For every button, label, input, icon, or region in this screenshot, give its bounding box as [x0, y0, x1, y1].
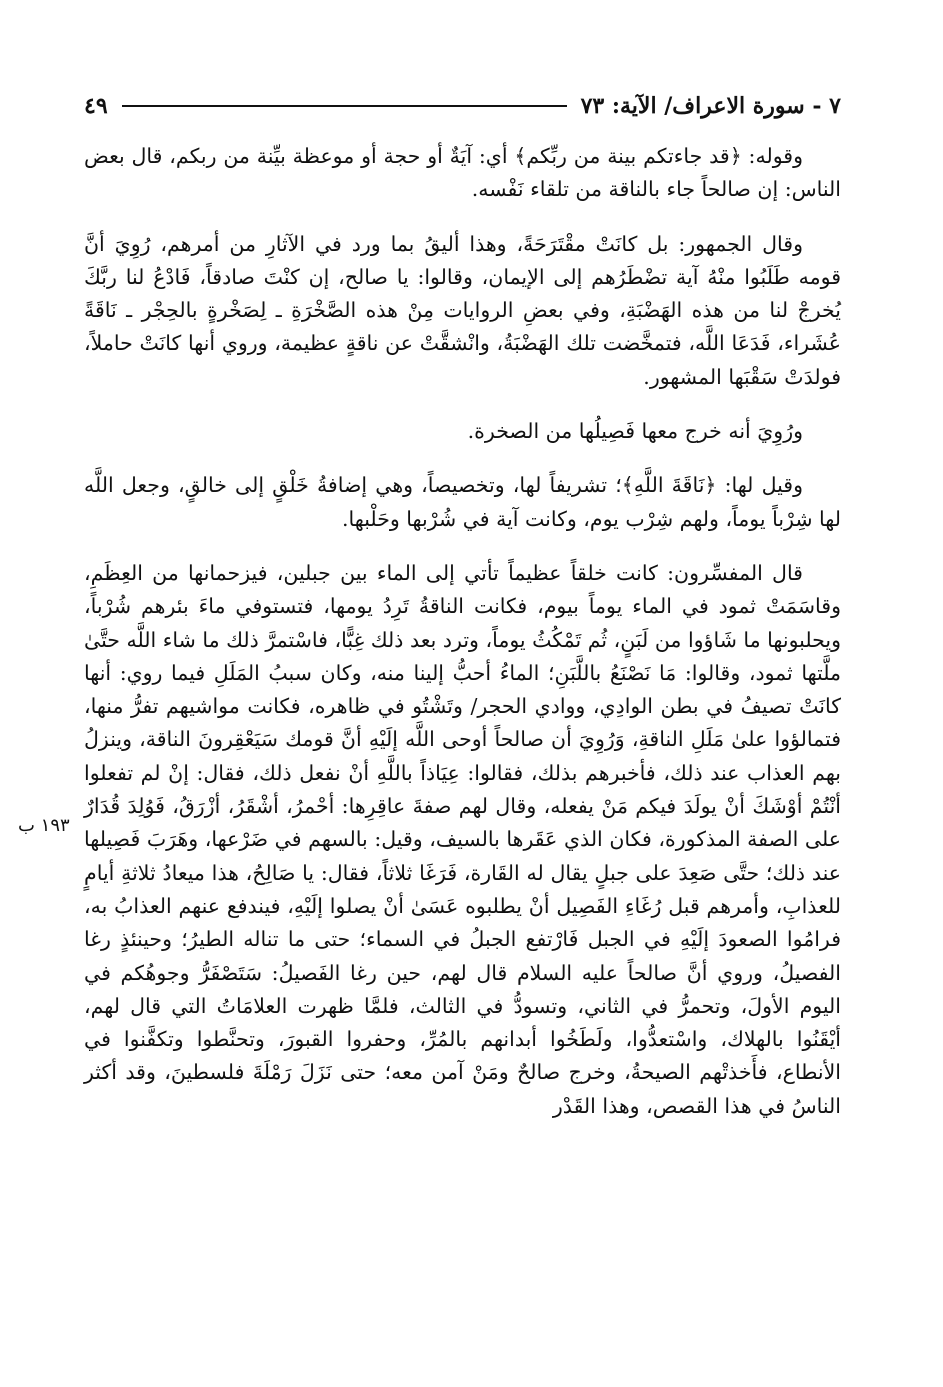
page-body-text [84, 140, 841, 1123]
paragraph: وقوله: ﴿قد جاءتكم بينة من ربِّكم﴾ أي: آيَةٌ أو حجة أو موعظة بيِّنة من ربكم، قال بعض الناس: إن صالحاً جاء بالناقة من تلقاء نَفْسه. [84, 144, 841, 202]
page-number: ٤٩ [84, 93, 108, 119]
paragraph: وقيل لها: ﴿نَاقَةَ اللَّهِ﴾؛ تشريفاً لها، وتخصيصاً، وهي إضافةُ خَلْقٍ إلى خالقٍ، وجعل اللَّه لها شِرْباً يوماً، ولهم شِرْب يوم، وكانت آية في شُرْبها وحَلْبها. [84, 473, 841, 531]
header-rule [122, 105, 567, 107]
chapter-title: ٧ - سورة الاعراف/ الآية: ٧٣ [580, 93, 841, 119]
running-header [84, 86, 841, 126]
paragraph: قال المفسِّرون: كانت خلقاً عظيماً تأتي إلى الماء بين جبلين، فيزحمانها من العِظَمِ، وقاسَمَتْ ثمود في الماء يوماً بيوم، فكانت الناقةُ تَرِدُ يومها، فتستوفي ماءَ بئرهم شُرْباً، ويحلبونها ما شَاؤوا من لَبَنٍ، ثُم تَمْكُثُ يوماً، وترد بعد ذلك غِبًّا، فاسْتمرَّ ذلك ما شاء اللَّه حتَّىٰ ملَّتها ثمود، وقالوا: مَا نَصْنَعُ باللَّبَنِ؛ الماءُ أحبُّ إلينا منه، وكان سببُ المَلَلِ فيما روي: أنها كانَتْ تصيفُ في بطن الوادِي، ووادي الحجر/ وتَشْتُو في ظاهره، فكانت مواشيهم تفرُّ منها، فتمالؤوا علىٰ مَلَلِ الناقةِ، وَرُوِيَ أن صالحاً أوحى اللَّه إلَيْهِ أنَّ قومك سَيَعْقِرونَ الناقة، وينزلُ بهم العذاب عند ذلك، فأخبرهم بذلك، فقالوا: عِيَاذاً باللَّهِ أنْ نفعل ذلك، فقال: إنْ لم تفعلوا أنْتُمْ أوْشَكَ أنْ يولَدَ فيكم مَنْ يفعله، وقال لهم صفةَ عاقِرِها: أحْمرُ، أشْقَرُ، أزْرَقُ، فَوُلِدَ قُدَارٌ على الصفة المذكورة، فكان الذي عَقَرها بالسيف، وقيل: بالسهم في ضَرْعها، وهَرَبَ فَصِيلها عند ذلك؛ حتَّى صَعِدَ على جبلٍ يقال له القَارة، فَرَغَا ثلاثاً، فقال: يا صَالِحُ، هذا ميعادُ ثلاثةِ أيامٍ للعذابِ، وأمرهم قبل رُغَاءِ الفَصِيل أنْ يطلبوه عَسَىٰ أنْ يصلوا إلَيْهِ، فيندفع عنهم العذابُ به، فرامُوا الصعودَ إلَيْهِ في الجبل فَارْتفع الجبلُ في السماء؛ حتى ما تناله الطيرُ؛ وحينئذٍ رغا الفصيلُ، وروي أنَّ صالحاً عليه السلام قال لهم، حين رغا الفَصيلُ: سَتَصْفَرُّ وجوهُكم في اليوم الأولَ، وتحمرُّ في الثاني، وتسودُّ في الثالث، فلمَّا ظهرت العلامَاتُ التي قال لهم، أيْقَنُوا بالهلاك، واسْتعدُّوا، ولَطَخُوا أبدانهم بالمُرِّ، وحفروا القبورَ، وتحنَّطوا وتكفَّنوا في الأنطاع، فأَخذتْهم الصيحةُ، وخرج صالحٌ ومَنْ آمن معه؛ حتى نَزَلَ رَمْلَةَ فلسطينَ، وقد أكثر الناسُ في هذا القصص، وهذا القَدْر [84, 560, 842, 1118]
manuscript-folio-note: ١٩٣ ب [18, 815, 70, 836]
paragraph: ورُوِيَ أنه خرج معها فَصِيلُها من الصخرة. [467, 419, 803, 444]
paragraph: وقال الجمهور: بل كانَتْ مقْتَرَحَةً، وهذا أليقُ بما ورد في الآثارِ من أمرهم، رُوِيَ أنَّ قومه طَلَبُوا منْهُ آية تضْطَرُهم إلى الإيمان، وقالوا: يا صالح، إن كنْتَ صادقاً، فَادْعُ لنا ربَّكَ يُخرجْ لنا من هذه الهَضْبَةِ، وفي بعضِ الروايات مِنْ هذه الصَّخْرَةِ ـ لِصَخْرةٍ بالحِجْر ـ نَاقَةً عُشَراء، فَدَعَا اللَّه، فتمخَّضت تلك الهَضْبَةُ، وانْشقَّتْ عن ناقةٍ عظيمة، وروي أنها كانَتْ حاملاً، فولدَتْ سَقْبَها المشهور. [84, 231, 841, 389]
